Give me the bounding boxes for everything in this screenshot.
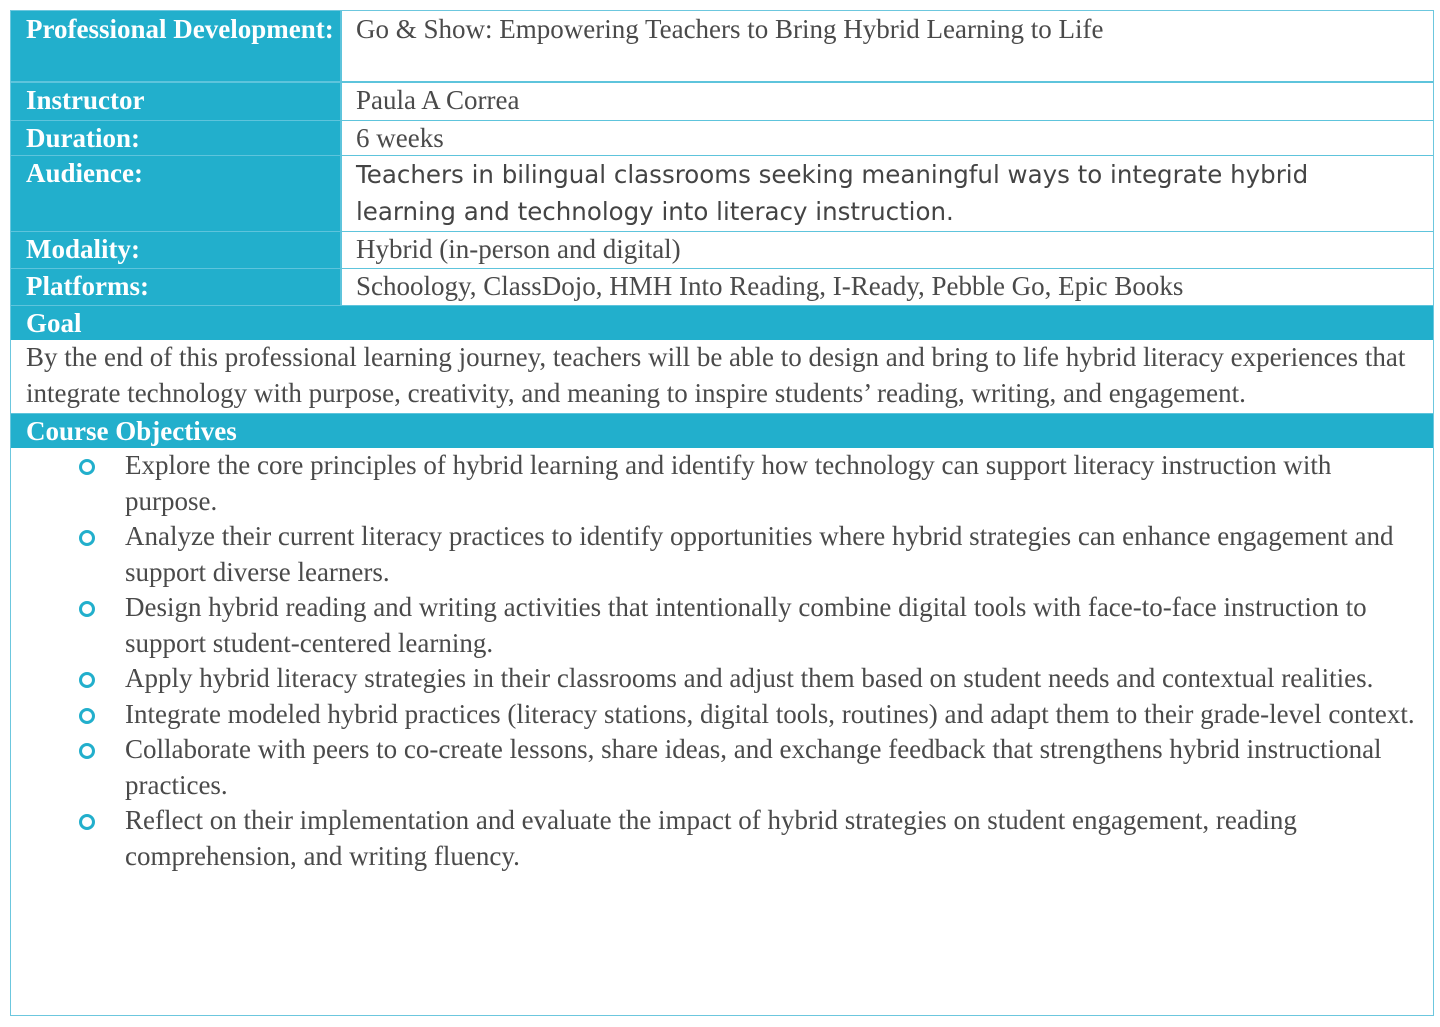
- circle-bullet-icon: [79, 459, 95, 475]
- label-duration: Duration:: [11, 121, 342, 155]
- objective-text: Apply hybrid literacy strategies in their classrooms and adjust them based on student needs and contextual realities.: [125, 663, 1374, 693]
- objective-item[interactable]: [11, 519, 1433, 590]
- objective-item[interactable]: [11, 732, 1433, 803]
- circle-bullet-icon: [79, 814, 95, 830]
- value-duration[interactable]: 6 weeks: [356, 123, 444, 153]
- value-instructor[interactable]: Paula A Correa: [356, 85, 520, 115]
- objective-item[interactable]: [11, 448, 1433, 519]
- label-audience: Audience:: [11, 156, 342, 231]
- label-professional-development: Professional Development:: [11, 11, 342, 81]
- row-platforms: [11, 269, 1433, 306]
- objective-item[interactable]: [11, 697, 1433, 733]
- objectives-list: [11, 448, 1433, 874]
- row-modality: [11, 232, 1433, 269]
- value-course-title[interactable]: Go & Show: Empowering Teachers to Bring Hybrid Learning to Life: [356, 14, 1104, 44]
- goal-heading: Goal: [11, 306, 1433, 340]
- goal-text[interactable]: By the end of this professional learning journey, teachers will be able to design and bring to life hybrid literacy experiences that integrate technology with purpose, creativity, and meaning to inspire students’ reading, writing, and engagement.: [11, 340, 1433, 414]
- objective-text: Collaborate with peers to co-create lessons, share ideas, and exchange feedback that strengthens hybrid instructional practices.: [125, 734, 1382, 800]
- objective-text: Integrate modeled hybrid practices (literacy stations, digital tools, routines) and adapt them to their grade-level context.: [125, 698, 1415, 729]
- label-modality: Modality:: [11, 232, 342, 268]
- objective-item[interactable]: [11, 590, 1433, 661]
- circle-bullet-icon: [79, 743, 95, 759]
- label-platforms: Platforms:: [11, 269, 342, 305]
- objectives-heading: Course Objectives: [11, 414, 1433, 448]
- row-audience: [11, 156, 1433, 232]
- circle-bullet-icon: [79, 672, 95, 688]
- row-professional-development: [11, 11, 1433, 83]
- objective-item[interactable]: [11, 803, 1433, 874]
- label-instructor: Instructor: [11, 83, 342, 120]
- circle-bullet-icon: [79, 530, 95, 546]
- circle-bullet-icon: [79, 708, 95, 724]
- value-platforms[interactable]: Schoology, ClassDojo, HMH Into Reading, I-Ready, Pebble Go, Epic Books: [356, 271, 1184, 301]
- row-instructor: [11, 83, 1433, 121]
- objective-item[interactable]: [11, 661, 1433, 697]
- row-duration: [11, 121, 1433, 156]
- objective-text: Design hybrid reading and writing activities that intentionally combine digital tools with face-to-face instruction to support student-centered learning.: [125, 592, 1367, 658]
- course-info-table: [10, 10, 1434, 1016]
- objective-text: Analyze their current literacy practices to identify opportunities where hybrid strategies can enhance engagement and support diverse learners.: [125, 521, 1394, 587]
- circle-bullet-icon: [79, 601, 95, 617]
- value-audience[interactable]: Teachers in bilingual classrooms seeking meaningful ways to integrate hybrid learning and technology into literacy instruction.: [356, 160, 1309, 226]
- value-modality[interactable]: Hybrid (in-person and digital): [356, 234, 681, 264]
- objective-text: Reflect on their implementation and evaluate the impact of hybrid strategies on student engagement, reading comprehension, and writing fluency.: [125, 805, 1297, 871]
- objective-text: Explore the core principles of hybrid learning and identify how technology can support literacy instruction with purpose.: [125, 450, 1332, 516]
